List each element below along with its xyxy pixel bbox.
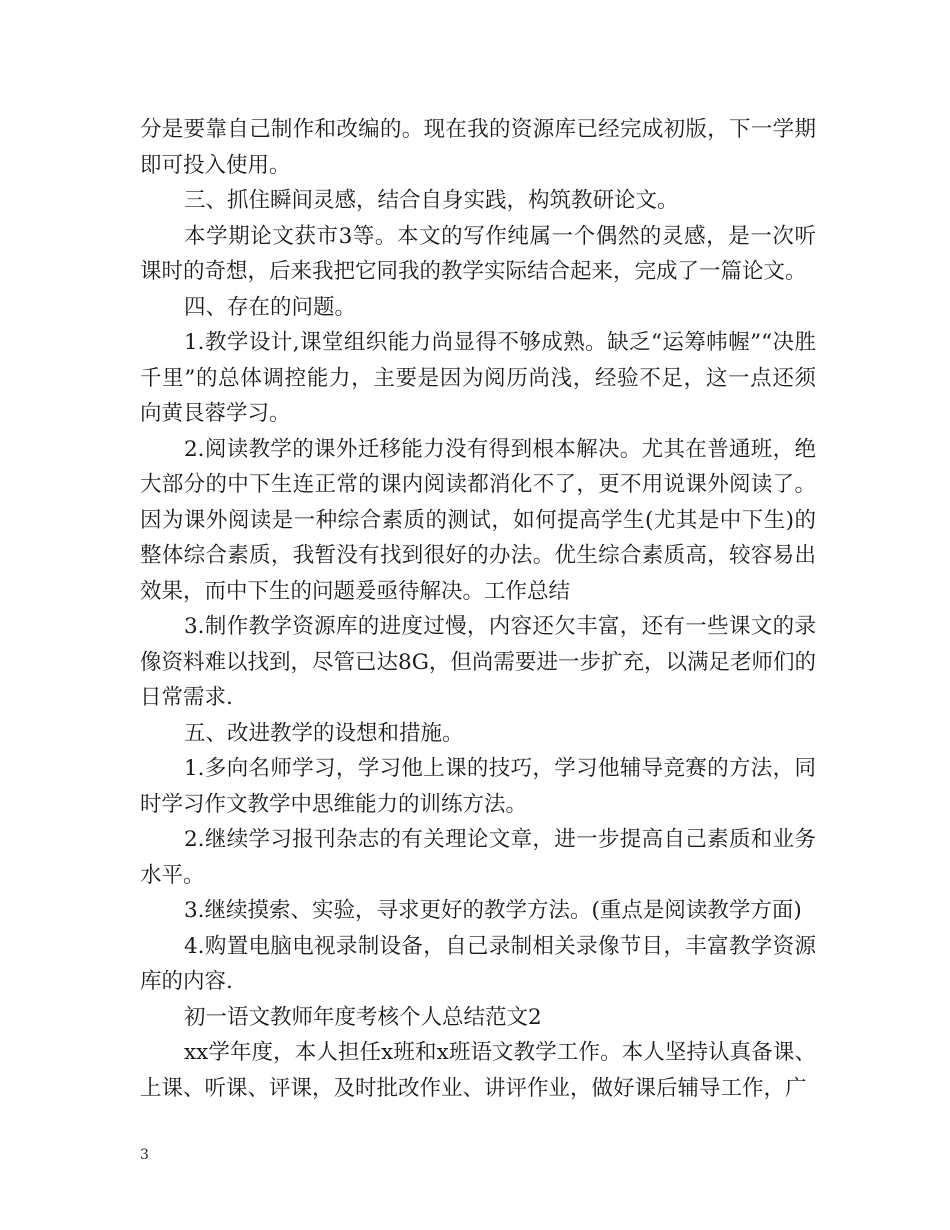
section-heading-5: 五、改进教学的设想和措施。 (184, 720, 464, 746)
article-title-2: 初一语文教师年度考核个人总结范文2 (184, 1004, 542, 1030)
measure-item-4: 4.购置电脑电视录制设备，自己录制相关录像节目，丰富教学资源库的内容. (140, 933, 816, 994)
problem-item-1: 1.教学设计,课堂组织能力尚显得不够成熟。缺乏“运筹帏幄”“决胜千里”的总体调控能力，主要是因为阅历尚浅，经验不足，这一点还须向黄艮蓉学习。 (140, 330, 816, 426)
document-body (140, 112, 816, 1106)
page-number: 3 (140, 1147, 149, 1163)
measure-item-1: 1.多向名师学习，学习他上课的技巧，学习他辅导竞赛的方法，同时学习作文教学中思维能力的训练方法。 (140, 756, 816, 817)
paragraph-2: 本学期论文获市3等。本文的写作纯属一个偶然的灵感，是一次听课时的奇想，后来我把它同我的教学实际结合起来，完成了一篇论文。 (140, 223, 816, 284)
section-heading-3: 三、抓住瞬间灵感，结合自身实践，构筑教研论文。 (184, 188, 679, 213)
article-2-paragraph-1: xx学年度，本人担任x班和x班语文教学工作。本人坚持认真备课、上课、听课、评课，及时批改作业、讲评作业，做好课后辅导工作，广 (140, 1040, 816, 1101)
measure-item-3: 3.继续摸索、实验，寻求更好的教学方法。(重点是阅读教学方面) (184, 898, 802, 923)
measure-item-2: 2.继续学习报刊杂志的有关理论文章，进一步提高自己素质和业务水平。 (140, 827, 816, 888)
paragraph-1: 分是要靠自己制作和改编的。现在我的资源库已经完成初版，下一学期即可投入使用。 (140, 117, 816, 178)
section-heading-4: 四、存在的问题。 (184, 294, 357, 320)
problem-item-3: 3.制作教学资源库的进度过慢，内容还欠丰富，还有一些课文的录像资料难以找到，尽管已达8G，但尚需要进一步扩充，以满足老师们的日常需求. (140, 614, 816, 710)
problem-item-2: 2.阅读教学的课外迁移能力没有得到根本解决。尤其在普通班，绝大部分的中下生连正常的课内阅读都消化不了，更不用说课外阅读了。因为课外阅读是一种综合素质的测试，如何提高学生(尤其是中下生)的整体综合素质，我暂没有找到很好的办法。优生综合素质高，较容易出效果，而中下生的问题爰亟待解决。工作总结 (140, 436, 816, 604)
